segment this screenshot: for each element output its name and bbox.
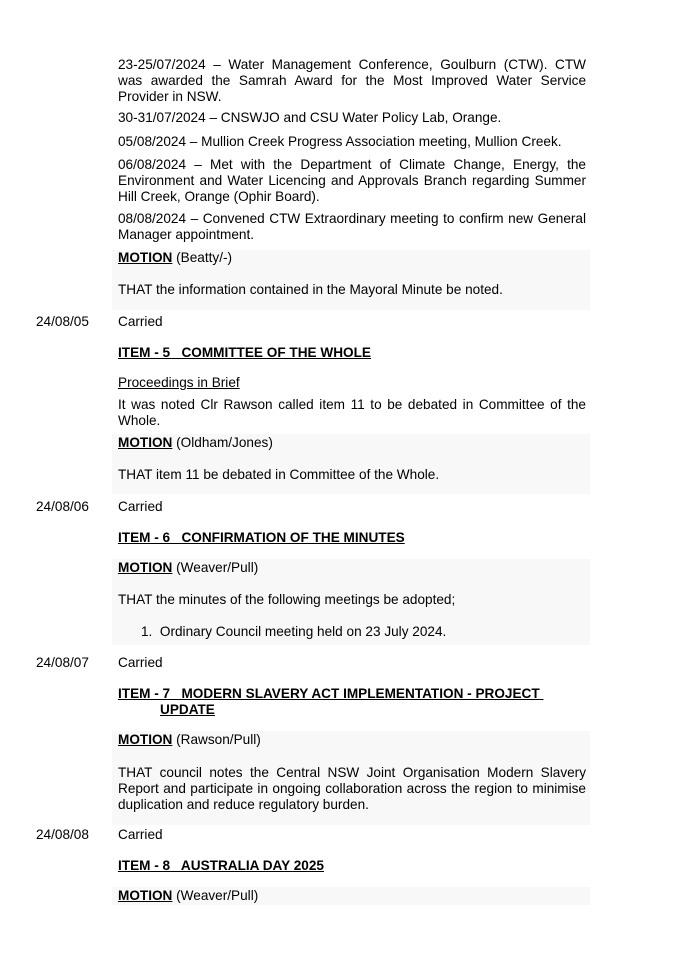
- resolution-result: Carried: [118, 314, 163, 329]
- item5-motion-text: THAT item 11 be debated in Committee of the Whole.: [118, 467, 440, 482]
- resolution-result: Carried: [118, 827, 163, 842]
- event-water-policy-lab: 30-31/07/2024 – CNSWJO and CSU Water Policy Lab, Orange.: [118, 110, 502, 125]
- list-item: 1. Ordinary Council meeting held on 23 July 2024.: [141, 624, 447, 639]
- item5-note: It was noted Clr Rawson called item 11 to be debated in Committee of the Whole.: [118, 397, 586, 428]
- mayoral-motion-text: THAT the information contained in the Mayoral Minute be noted.: [118, 282, 503, 297]
- motion-word: MOTION: [118, 732, 173, 747]
- item6-heading: ITEM - 6 CONFIRMATION OF THE MINUTES: [118, 530, 405, 545]
- event-ctw-extraordinary: 08/08/2024 – Convened CTW Extraordinary meeting to confirm new General Manager appointment.: [118, 211, 586, 242]
- motion-movers: (Rawson/Pull): [176, 732, 261, 747]
- resolution-result: Carried: [118, 499, 163, 514]
- item5-heading: ITEM - 5 COMMITTEE OF THE WHOLE: [118, 345, 371, 360]
- item7-heading-text: ITEM - 7 MODERN SLAVERY ACT IMPLEMENTATION - PROJECT UPDATE: [118, 686, 544, 717]
- mayoral-motion-label: [118, 250, 586, 266]
- resolution-result: Carried: [118, 655, 163, 670]
- resolution-number: 24/08/08: [36, 827, 89, 842]
- resolution-number: 24/08/07: [36, 655, 89, 670]
- motion-movers: (Weaver/Pull): [176, 888, 259, 903]
- motion-word: MOTION: [118, 888, 173, 903]
- item7-heading: [118, 686, 586, 718]
- motion-movers: (Oldham/Jones): [176, 435, 273, 450]
- event-dcceew-meeting: 06/08/2024 – Met with the Department of Climate Change, Energy, the Environment and Water Licencing and Approvals Branch regarding Summer Hill Creek, Orange (Ophir Board).: [118, 157, 586, 204]
- item5-subheading: Proceedings in Brief: [118, 375, 240, 390]
- motion-movers: (Weaver/Pull): [176, 560, 259, 575]
- item7-motion-label: [118, 732, 586, 748]
- motion-word: MOTION: [118, 560, 173, 575]
- resolution-number: 24/08/05: [36, 314, 89, 329]
- event-mullion-creek: 05/08/2024 – Mullion Creek Progress Association meeting, Mullion Creek.: [118, 134, 562, 149]
- item5-motion-label: [118, 435, 586, 451]
- motion-word: MOTION: [118, 435, 173, 450]
- item8-heading: ITEM - 8 AUSTRALIA DAY 2025: [118, 858, 324, 873]
- item6-motion-text: THAT the minutes of the following meetings be adopted;: [118, 592, 456, 607]
- item6-motion-label: [118, 560, 586, 576]
- item7-motion-text: THAT council notes the Central NSW Joint Organisation Modern Slavery Report and participate in ongoing collaboration across the region to minimise duplication and reduce regulatory burden.: [118, 765, 586, 812]
- motion-word: MOTION: [118, 250, 173, 265]
- item8-motion-label: [118, 888, 586, 904]
- resolution-number: 24/08/06: [36, 499, 89, 514]
- motion-movers: (Beatty/-): [176, 250, 233, 265]
- event-ctw-conference: 23-25/07/2024 – Water Management Conference, Goulburn (CTW). CTW was awarded the Samrah Award for the Most Improved Water Service Provider in NSW.: [118, 57, 586, 104]
